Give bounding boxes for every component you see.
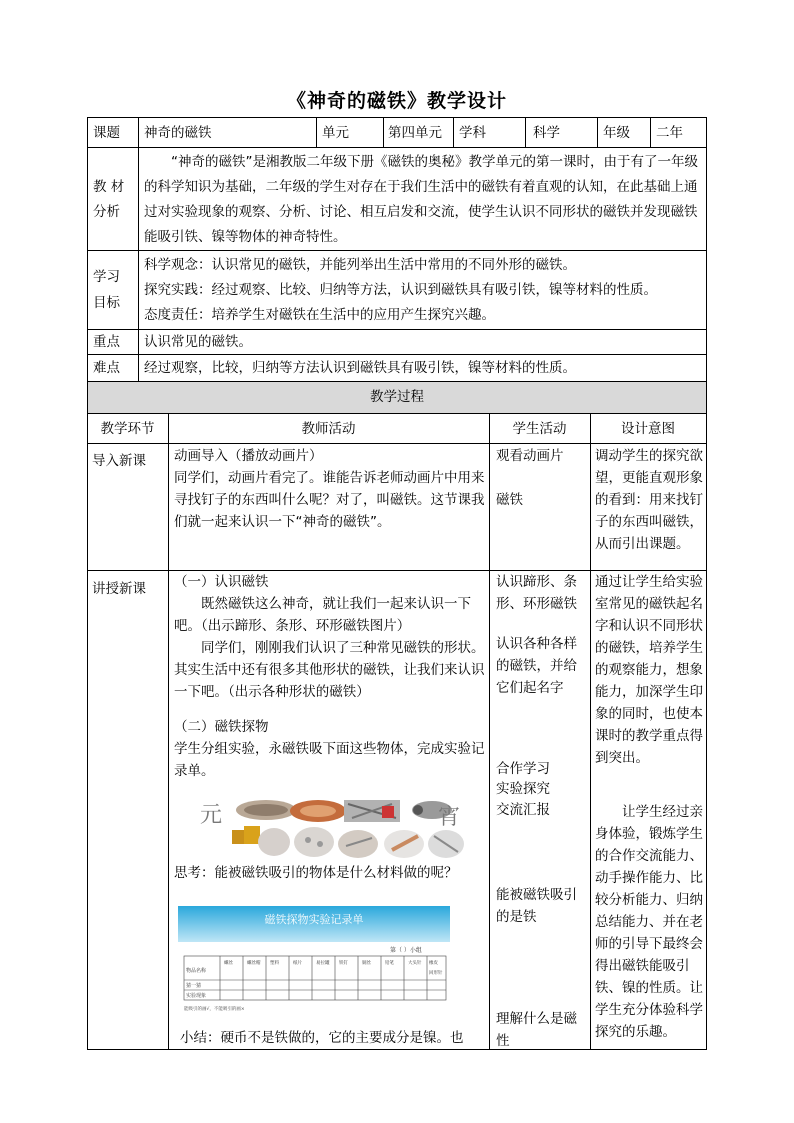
col-design: 设计意图 bbox=[621, 421, 675, 437]
rule-right bbox=[706, 117, 707, 1050]
rule-info-7 bbox=[650, 117, 651, 147]
lecture-student-4: 实验探究 bbox=[496, 781, 550, 797]
difficulty-label: 难点 bbox=[93, 360, 120, 376]
unit-label: 单元 bbox=[322, 125, 349, 141]
grade-value: 二年 bbox=[656, 125, 683, 141]
lecture-student-2: 认识各种各样的磁铁，并给它们起名字 bbox=[496, 636, 577, 696]
intro-stage: 导入新课 bbox=[92, 453, 146, 469]
rule-info-3 bbox=[383, 117, 384, 147]
lecture-para-3: 学生分组实验，永磁铁吸下面这些物体，完成实验记录单。 bbox=[174, 741, 485, 779]
col-student: 学生活动 bbox=[512, 421, 567, 437]
objects-photo bbox=[196, 796, 468, 862]
analysis-text: “神奇的磁铁”是湘教版二年级下册《磁铁的奥秘》教学单元的第一课时，由于有了一年级的科学知识为基础，二年级的学生对存在于我们生活中的磁铁有着直观的认知，在此基础上通过对实验现象的观察、分析、讨论、相互启发和交流，使学生认识不同形状的磁铁并发现磁铁能吸引铁、镍等物体的神奇特性。 bbox=[144, 154, 698, 245]
topic-value: 神奇的磁铁 bbox=[144, 125, 212, 141]
intro-design: 调动学生的探究欲望，更能直观形象的看到：用来找钉子的东西叫磁铁，从而引出课题。 bbox=[595, 448, 703, 552]
rule-process-bottom bbox=[87, 413, 707, 414]
lecture-student-6: 能被磁铁吸引的是铁 bbox=[496, 887, 577, 925]
record-group: 第（ ）小组 bbox=[390, 947, 422, 954]
record-item: 大头针 bbox=[408, 961, 422, 966]
rule-info-bottom bbox=[87, 147, 707, 148]
rule-top bbox=[87, 117, 707, 118]
record-item: 回形针 bbox=[429, 971, 443, 976]
record-item: 铜丝 bbox=[362, 961, 371, 966]
rule-label-col bbox=[138, 117, 139, 381]
record-item: 易拉罐 bbox=[316, 961, 330, 966]
record-sheet-graphic bbox=[178, 906, 450, 1016]
record-note: 能吸引的画√，不能吸引的画× bbox=[184, 1007, 245, 1012]
topic-label: 课题 bbox=[93, 125, 120, 141]
record-sheet bbox=[178, 906, 450, 1016]
record-item: 橡皮 bbox=[429, 961, 438, 966]
rule-bottom bbox=[87, 1049, 707, 1050]
subject-label: 学科 bbox=[459, 125, 486, 141]
key-point-text: 认识常见的磁铁。 bbox=[144, 334, 252, 350]
record-item: 螺丝 bbox=[224, 961, 233, 966]
section1-title: （一）认识磁铁 bbox=[174, 574, 269, 590]
section2-title: （二）磁铁探物 bbox=[174, 719, 269, 735]
intro-student-2: 磁铁 bbox=[496, 492, 523, 508]
record-item: 铅笔 bbox=[385, 961, 394, 966]
record-row-guess: 猜一猜 bbox=[186, 983, 202, 989]
grade-label: 年级 bbox=[603, 125, 630, 141]
photo-text-1: 元 bbox=[200, 803, 223, 828]
intro-teacher-para: 同学们，动画片看完了。谁能告诉老师动画片中用来寻找钉子的东西叫什么呢？对了，叫磁铁。这节课我们就一起来认识一下“神奇的磁铁”。 bbox=[174, 470, 485, 530]
lecture-design-1: 通过让学生给实验室常见的磁铁起名字和认识不同形状的磁铁，培养学生的观察能力，想象能力，加深学生印象的同时，也使本课时的教学重点得到突出。 bbox=[595, 574, 703, 766]
rule-info-5 bbox=[525, 117, 526, 147]
record-row-result: 实验现象 bbox=[186, 993, 207, 999]
col-teacher: 教师活动 bbox=[301, 421, 356, 437]
rule-columns-bottom bbox=[87, 443, 707, 444]
lecture-stage: 讲授新课 bbox=[92, 581, 146, 597]
lecture-design-2: 让学生经过亲身体验，锻炼学生的合作交流能力、动手操作能力、比较分析能力、归纳总结能力、并在老师的引导下最终会得出磁铁能吸引铁、镍的性质。让学生充分体验科学探究的乐趣。 bbox=[595, 804, 703, 1040]
intro-student-1: 观看动画片 bbox=[496, 448, 564, 464]
difficulty-text: 经过观察，比较，归纳等方法认识到磁铁具有吸引铁，镍等材料的性质。 bbox=[144, 360, 576, 376]
rule-difficulty-bottom bbox=[87, 381, 707, 382]
lecture-student-7: 理解什么是磁性 bbox=[496, 1011, 577, 1049]
unit-value: 第四单元 bbox=[388, 125, 442, 141]
rule-left bbox=[87, 117, 88, 1050]
think-question: 思考：能被磁铁吸引的物体是什么材料做的呢？ bbox=[174, 865, 458, 881]
lecture-student-5: 交流汇报 bbox=[496, 802, 550, 818]
photo-text-2: 宵 bbox=[438, 805, 461, 830]
record-item: 铁钉 bbox=[339, 961, 348, 966]
goals-label-2: 目标 bbox=[93, 295, 120, 311]
rule-student-col bbox=[590, 413, 591, 1050]
lecture-para-1: 既然磁铁这么神奇，就让我们一起来认识一下吧。（出示蹄形、条形、环形磁铁图片） bbox=[174, 596, 471, 634]
analysis-label-1: 教 材 bbox=[93, 179, 125, 195]
rule-info-2 bbox=[316, 117, 317, 147]
record-title: 磁铁探物实验记录单 bbox=[264, 913, 364, 926]
summary-text: 小结：硬币不是铁做的，它的主要成分是镍。也 bbox=[180, 1030, 464, 1046]
record-item: 塑料 bbox=[270, 961, 279, 966]
rule-info-4 bbox=[453, 117, 454, 147]
rule-goals-bottom bbox=[87, 329, 707, 330]
lecture-student-1: 认识蹄形、条形、环形磁铁 bbox=[496, 574, 577, 612]
lecture-student-3: 合作学习 bbox=[496, 761, 550, 777]
rule-teacher-col bbox=[489, 413, 490, 1050]
analysis-label-2: 分析 bbox=[93, 204, 120, 220]
subject-value: 科学 bbox=[533, 125, 560, 141]
record-item: 螺丝帽 bbox=[247, 961, 261, 966]
col-stage: 教学环节 bbox=[100, 421, 155, 437]
rule-analysis-bottom bbox=[87, 250, 707, 251]
rule-key-bottom bbox=[87, 354, 707, 355]
process-header: 教学过程 bbox=[370, 389, 424, 405]
goal-line-3: 态度责任：培养学生对磁铁在生活中的应用产生探究兴趣。 bbox=[144, 307, 495, 323]
rule-info-6 bbox=[597, 117, 598, 147]
document-title: 《神奇的磁铁》教学设计 bbox=[286, 90, 507, 112]
record-col-head: 物品名称 bbox=[186, 968, 207, 974]
goal-line-2: 探究实践：经过观察、比较、归纳等方法，认识到磁铁具有吸引铁，镍等材料的性质。 bbox=[144, 282, 657, 298]
key-point-label: 重点 bbox=[93, 334, 120, 350]
goals-label-1: 学习 bbox=[93, 269, 120, 285]
rule-stage-col bbox=[168, 413, 169, 1050]
record-item: 纸片 bbox=[293, 961, 302, 966]
intro-teacher-line1: 动画导入（播放动画片） bbox=[174, 448, 323, 464]
lecture-para-2: 同学们，刚刚我们认识了三种常见磁铁的形状。其实生活中还有很多其他形状的磁铁，让我们来认识一下吧。（出示各种形状的磁铁） bbox=[174, 640, 485, 700]
goal-line-1: 科学观念：认识常见的磁铁，并能列举出生活中常用的不同外形的磁铁。 bbox=[144, 257, 576, 273]
